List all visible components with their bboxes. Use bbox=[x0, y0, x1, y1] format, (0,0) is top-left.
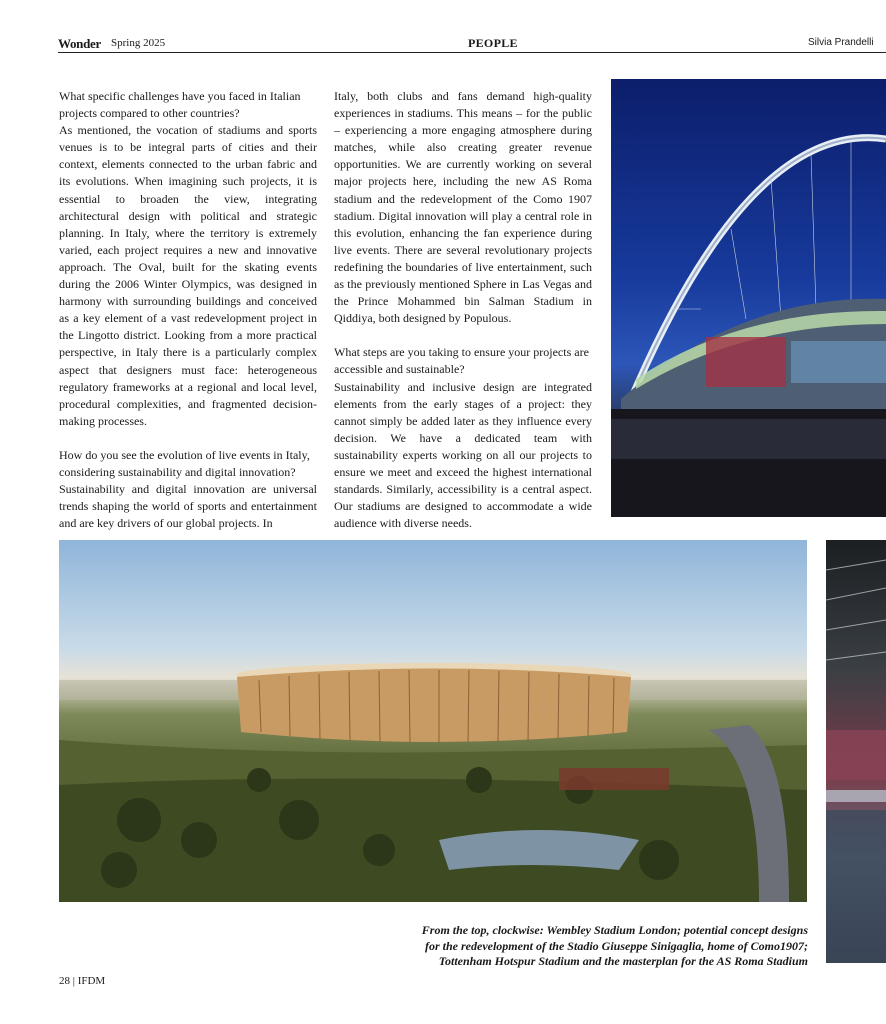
interview-question: How do you see the evolution of live events in Italy, considering sustainability and digital innovation? bbox=[59, 447, 310, 479]
as-roma-stadium-render bbox=[59, 540, 807, 902]
interview-question: What specific challenges have you faced in Italian projects compared to other countries? bbox=[59, 89, 301, 121]
author-name: Silvia Prandelli bbox=[808, 37, 874, 48]
text-column-left bbox=[59, 88, 317, 532]
issue-label: Spring 2025 bbox=[111, 37, 166, 49]
tottenham-illustration bbox=[826, 540, 886, 963]
caption-line: Tottenham Hotspur Stadium and the masterplan for the AS Roma Stadium bbox=[438, 954, 808, 968]
text-column-right bbox=[334, 88, 592, 532]
caption-line: From the top, clockwise: Wembley Stadium London; potential concept designs bbox=[421, 923, 808, 937]
wembley-illustration bbox=[611, 79, 886, 517]
interview-answer: Italy, both clubs and fans demand high-quality experiences in stadiums. This means – for the public – experiencing a more engaging atmosphere during matches, while also creating greater revenue opportunities. We are currently working on several major projects here, including the new AS Roma stadium and the redevelopment of the Como 1907 stadium. Digital innovation will play a central role in this evolution, enhancing the fan experience during live events. There are several revolutionary projects redefining the boundaries of live entertainment, such as the previously mentioned Sphere in Las Vegas and the Prince Mohammed bin Salman Stadium in Qiddiya, both designed by Populous. bbox=[334, 89, 592, 326]
magazine-logo: Wonder bbox=[58, 36, 101, 51]
roma-illustration bbox=[59, 540, 807, 902]
photo-caption bbox=[330, 923, 808, 970]
section-title: PEOPLE bbox=[468, 36, 518, 50]
interview-answer: Sustainability and digital innovation are universal trends shaping the world of sports and entertainment and are key drivers of our global projects. In bbox=[59, 482, 317, 531]
tottenham-stadium-photo bbox=[826, 540, 886, 963]
interview-answer: Sustainability and inclusive design are integrated elements from the early stages of a project: they cannot simply be added later as they influence every decision. We have a dedicated team with sustainability experts working on all our projects to ensure we meet and exceed the highest international standards. Similarly, accessibility is a central aspect. Our stadiums are designed to accommodate a wide audience with diverse needs. bbox=[334, 379, 592, 531]
running-header bbox=[58, 34, 886, 53]
interview-question: What steps are you taking to ensure your projects are accessible and sustainable? bbox=[334, 345, 589, 377]
wembley-stadium-photo bbox=[611, 79, 886, 517]
caption-line: for the redevelopment of the Stadio Giuseppe Sinigaglia, home of Como1907; bbox=[425, 938, 808, 953]
interview-answer: As mentioned, the vocation of stadiums and sports venues is to be integral parts of cities and their context, elements connected to the urban fabric and its evolutions. When imagining such projects, it is essential to broaden the view, integrating architectural design with political and strategic planning. In Italy, where the territory is extremely varied, each project requires a new and innovative approach. The Oval, built for the skating events during the 2006 Winter Olympics, was designed in harmony with surrounding buildings and conceived as a key element of a vast redevelopment project in the Lingotto district. Looking from a more practical perspective, in Italy there is a particularly complex aspect that designers must face: heterogeneous regulatory frameworks at a regional and local level, procedural complexities, and fragmented decision-making processes. bbox=[59, 123, 317, 428]
page-folio: 28 | IFDM bbox=[59, 975, 106, 987]
